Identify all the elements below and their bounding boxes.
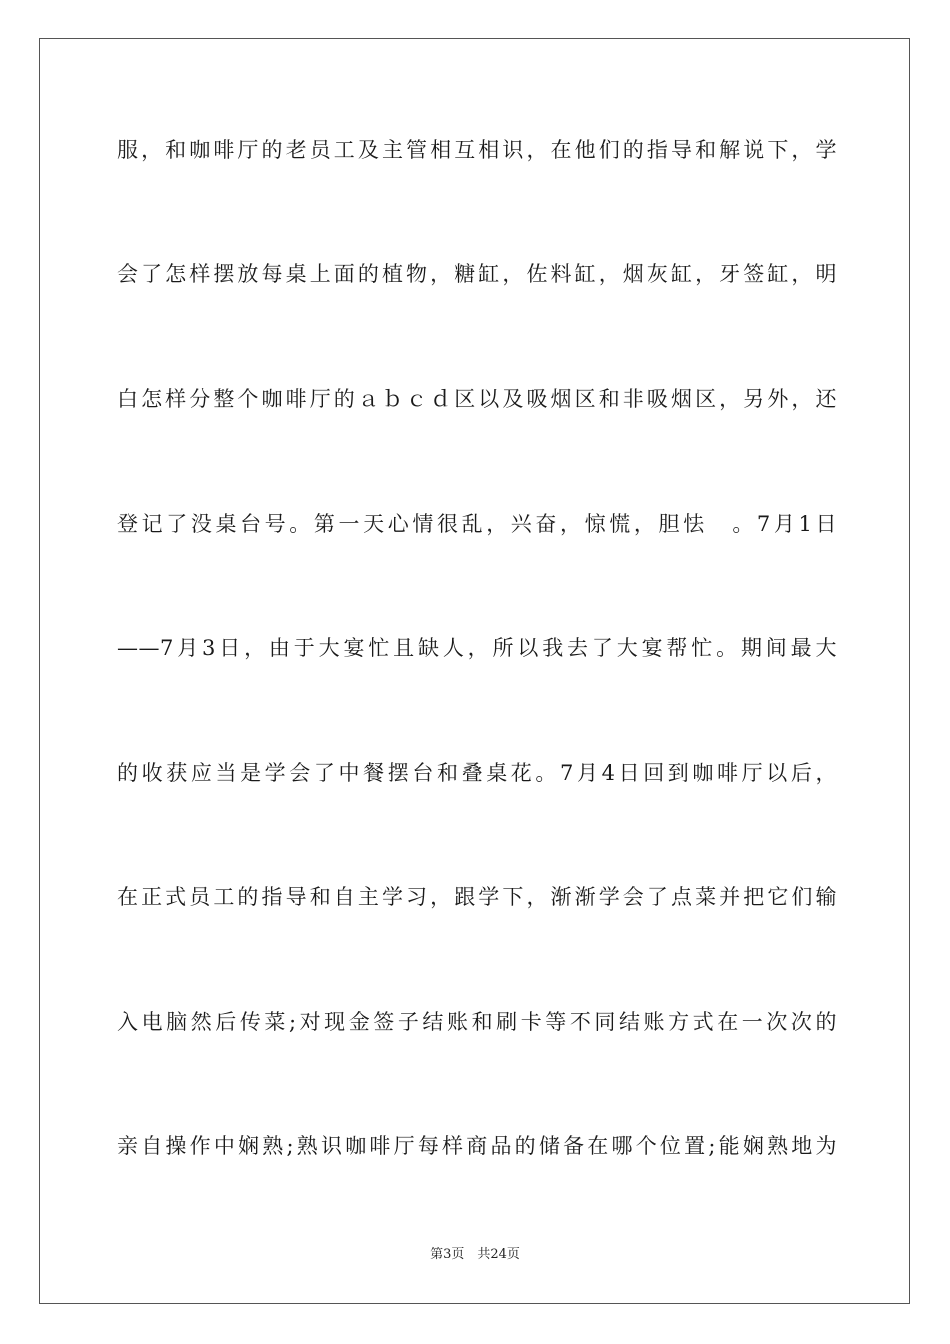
text-line: ——7月3日，由于大宴忙且缺人，所以我去了大宴帮忙。期间最大 <box>117 636 837 660</box>
page-number-footer: 第3页 共24页 <box>430 1247 520 1262</box>
page-border <box>39 38 910 1304</box>
text-line: 服，和咖啡厅的老员工及主管相互相识，在他们的指导和解说下，学 <box>117 138 837 162</box>
text-line: 白怎样分整个咖啡厅的ａｂｃｄ区以及吸烟区和非吸烟区，另外，还 <box>117 387 837 411</box>
text-line: 在正式员工的指导和自主学习，跟学下，渐渐学会了点菜并把它们输 <box>117 885 837 909</box>
text-line: 入电脑然后传菜;对现金签子结账和刷卡等不同结账方式在一次次的 <box>117 1010 837 1034</box>
text-line: 登记了没桌台号。第一天心情很乱，兴奋，惊慌，胆怯 。7月1日 <box>117 512 837 536</box>
text-line: 的收获应当是学会了中餐摆台和叠桌花。7月4日回到咖啡厅以后， <box>117 761 837 785</box>
text-line: 会了怎样摆放每桌上面的植物，糖缸，佐料缸，烟灰缸，牙签缸，明 <box>117 262 837 286</box>
text-line: 亲自操作中娴熟;熟识咖啡厅每样商品的储备在哪个位置;能娴熟地为 <box>117 1134 837 1158</box>
